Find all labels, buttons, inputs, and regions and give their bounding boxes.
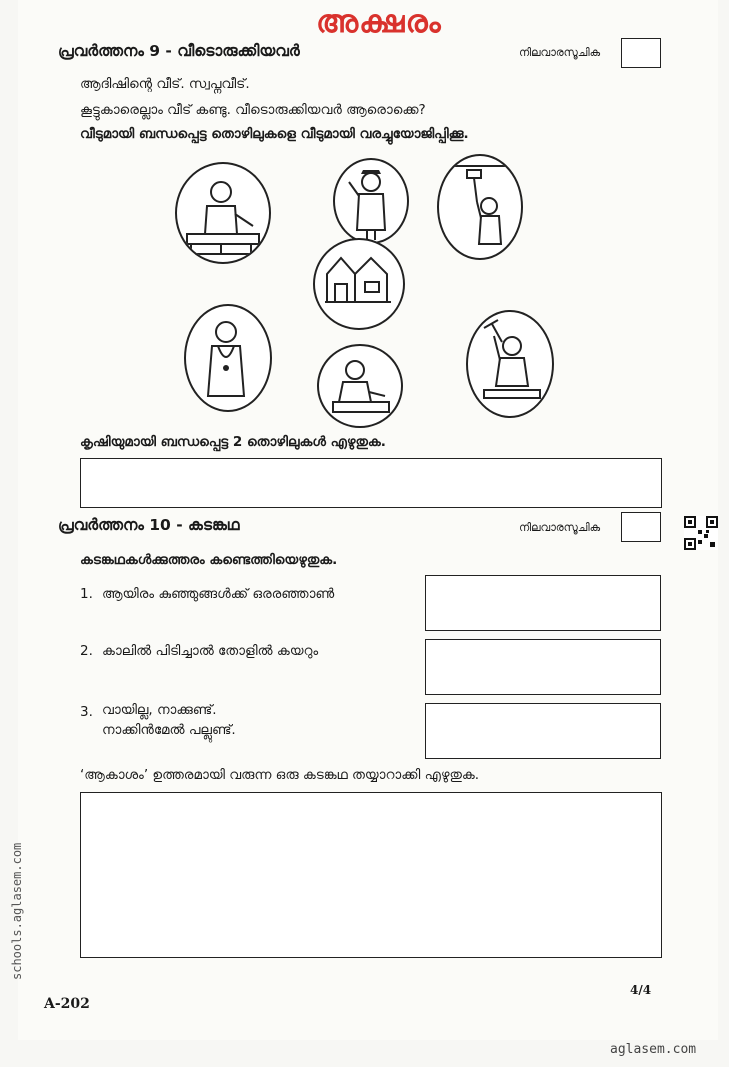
riddle-2-text: കാലിൽ പിടിച്ചാൽ തോളിൽ കയറും xyxy=(102,643,319,659)
intro-line-2: കൂട്ടുകാരെല്ലാം വീട് കണ്ടു. വീടൊരുക്കിയവർ ആരൊക്കെ? xyxy=(80,102,426,118)
paper-code: A-202 xyxy=(44,996,90,1012)
riddle-3-text-line-1: വായില്ല, നാക്കുണ്ട്. xyxy=(102,702,217,718)
brand-title: അക്ഷരം xyxy=(316,4,442,40)
compose-riddle-instruction: ‘ആകാശം’ ഉത്തരമായി വരുന്ന ഒരു കടങ്കഥ തയ്യാറാക്കി എഴുതുക. xyxy=(80,767,480,783)
activity-9-instruction: വീടുമായി ബന്ധപ്പെട്ട തൊഴിലുകളെ വീടുമായി വരച്ചുയോജിപ്പിക്കൂ. xyxy=(80,126,469,142)
tailor-icon[interactable] xyxy=(317,344,403,428)
activity-10-instruction: കടങ്കഥകൾക്കുത്തരം കണ്ടെത്തിയെഴുതുക. xyxy=(80,552,338,568)
police-icon[interactable] xyxy=(333,158,409,244)
mason-icon[interactable] xyxy=(175,162,271,264)
agriculture-answer-box[interactable] xyxy=(80,458,662,508)
doctor-icon[interactable] xyxy=(184,304,272,412)
activity-9-rubric-label: നിലവാരസൂചിക xyxy=(519,46,601,59)
carpenter-icon[interactable] xyxy=(466,310,554,418)
agriculture-question: കൃഷിയുമായി ബന്ധപ്പെട്ട 2 തൊഴിലുകൾ എഴുതുക. xyxy=(80,434,386,450)
activity-9-rubric-box[interactable] xyxy=(621,38,661,68)
activity-10-rubric-box[interactable] xyxy=(621,512,661,542)
side-watermark-url: schools.aglasem.com xyxy=(10,842,24,980)
intro-line-1: ആദിഷിന്റെ വീട്. സ്വപ്നവീട്. xyxy=(80,76,250,92)
activity-10-rubric-label: നിലവാരസൂചിക xyxy=(519,521,601,534)
riddle-1-number: 1. xyxy=(80,586,93,602)
riddle-1-text: ആയിരം കുഞ്ഞുങ്ങൾക്ക് ഒരരഞ്ഞാൺ xyxy=(102,586,335,602)
activity-9-title: പ്രവർത്തനം 9 - വീടൊരുക്കിയവർ xyxy=(58,42,300,60)
house-icon[interactable] xyxy=(313,238,405,330)
bottom-watermark-url: aglasem.com xyxy=(610,1042,697,1057)
riddle-3-text-line-2: നാക്കിൻമേൽ പല്ലുണ്ട്. xyxy=(102,722,236,738)
activity-10-title: പ്രവർത്തനം 10 - കടങ്കഥ xyxy=(58,516,240,534)
painter-icon[interactable] xyxy=(437,154,523,260)
riddle-1-answer-box[interactable] xyxy=(425,575,661,631)
compose-riddle-answer-box[interactable] xyxy=(80,792,662,958)
page-number: 4/4 xyxy=(630,983,652,997)
riddle-2-number: 2. xyxy=(80,643,93,659)
riddle-3-answer-box[interactable] xyxy=(425,703,661,759)
riddle-3-number: 3. xyxy=(80,704,93,720)
riddle-2-answer-box[interactable] xyxy=(425,639,661,695)
qr-code-icon xyxy=(684,516,718,550)
